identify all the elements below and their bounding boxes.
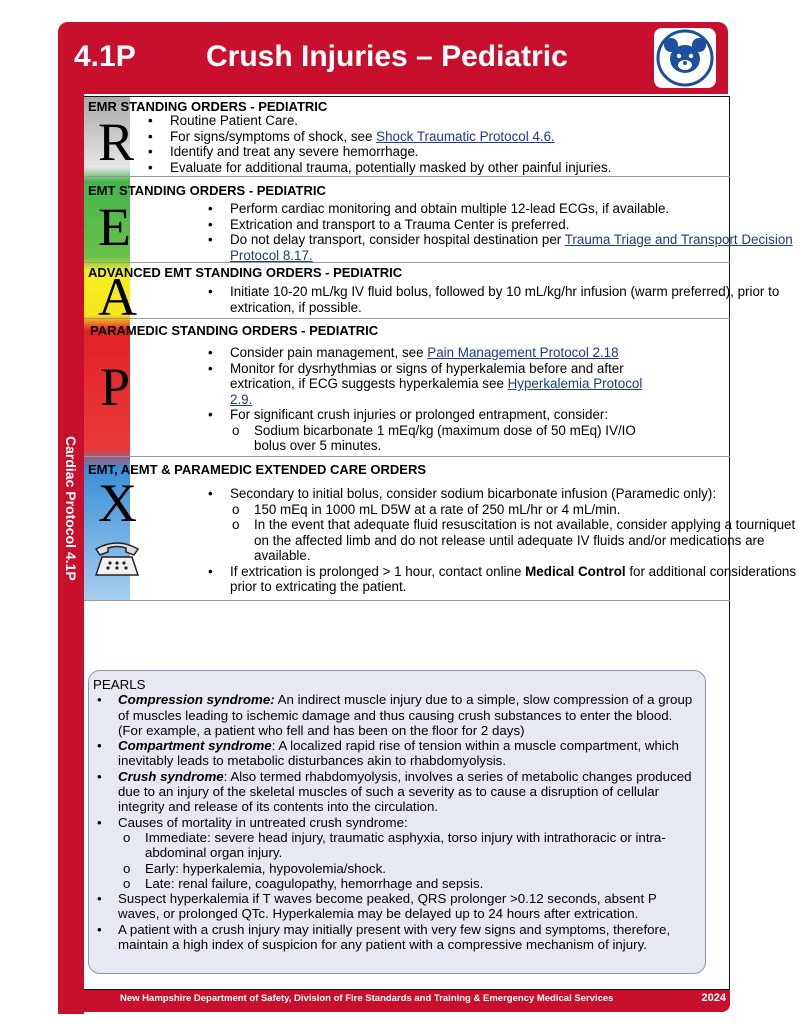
trauma-triage-link[interactable]: Trauma Triage and Transport Decision Protocol 8.17. <box>230 232 793 263</box>
list-item: • Identify and treat any severe hemorrhage. <box>146 144 726 160</box>
section-letter: E <box>98 197 131 257</box>
paramedic-section <box>84 318 730 457</box>
section-heading: ADVANCED EMT STANDING ORDERS - PEDIATRIC <box>88 265 403 280</box>
sub-item: o Early: hyperkalemia, hypovolemia/shock. <box>121 861 699 876</box>
footer-year: 2024 <box>701 992 726 1004</box>
page-title: Crush Injuries – Pediatric <box>206 40 568 73</box>
pain-management-link[interactable]: Pain Management Protocol 2.18 <box>427 345 619 360</box>
section-heading: EMR STANDING ORDERS - PEDIATRIC <box>88 99 328 114</box>
sidebar-label: Cardiac Protocol 4.1P <box>63 436 79 581</box>
sub-item: o Immediate: severe head injury, traumatic asphyxia, torso injury with intrathoracic or intra-abdominal organ injury. <box>121 830 699 861</box>
list-item: • For significant crush injuries or prolonged entrapment, consider: o Sodium bicarbonate 1 mEq/kg (maximum dose of 50 mEq) IV/IO bolus over 5 minutes. <box>206 407 800 454</box>
shock-protocol-link[interactable]: Shock Traumatic Protocol 4.6. <box>376 128 555 144</box>
footer <box>58 990 730 1012</box>
protocol-number: 4.1P <box>74 40 136 73</box>
pearl-item: • Causes of mortality in untreated crush syndrome: <box>93 815 699 830</box>
aemt-section <box>84 262 780 327</box>
emt-section <box>84 176 793 263</box>
list-item: • Perform cardiac monitoring and obtain multiple 12-lead ECGs, if available. <box>206 201 800 217</box>
pearls-box <box>88 670 706 974</box>
sub-item: o In the event that adequate fluid resuscitation is not available, consider applying a tourniquet on the affected limb and do not release until adequate IV fluids and/or medications are available. <box>230 517 800 564</box>
pearl-item: • A patient with a crush injury may initially present with very few signs and symptoms, therefore, maintain a high index of suspicion for any patient with a compressive mechanism of injury. <box>93 922 699 953</box>
sub-item: o 150 mEq in 1000 mL D5W at a rate of 250 mL/hr or 4 mL/min. <box>230 502 800 518</box>
section-heading: PARAMEDIC STANDING ORDERS - PEDIATRIC <box>90 323 379 338</box>
protocol-header <box>58 22 728 94</box>
list-item: • Evaluate for additional trauma, potentially masked by other painful injuries. <box>146 160 726 176</box>
pearls-title: PEARLS <box>93 677 146 692</box>
pearl-item: • Crush syndrome: Also termed rhabdomyolysis, involves a series of metabolic changes produced due to an injury of the skeletal muscles of such a severity as to cause a disruption of cellular integrity and release of its contents into the circulation. <box>93 769 699 815</box>
section-heading: EMT, AEMT & PARAMEDIC EXTENDED CARE ORDERS <box>88 462 427 477</box>
list-item: • If extrication is prolonged > 1 hour, contact online Medical Control for additional considerations prior to extricating the patient. <box>206 564 800 595</box>
list-item: • Monitor for dysrhythmias or signs of hyperkalemia before and after extrication, if ECG suggests hyperkalemia see Hyperkalemia Protocol 2.9. <box>206 361 646 408</box>
sub-item: o Late: renal failure, coagulopathy, hemorrhage and sepsis. <box>121 876 699 891</box>
pediatric-bear-icon <box>652 26 718 90</box>
footer-text: New Hampshire Department of Safety, Division of Fire Standards and Training & Emergency Medical Services <box>120 993 614 1004</box>
section-letter: A <box>98 267 137 327</box>
pearl-item: • Compartment syndrome: A localized rapid rise of tension within a muscle compartment, which inevitably leads to metabolic disturbances akin to rhabdomyolysis. <box>93 738 699 769</box>
extended-care-section <box>84 456 797 601</box>
section-letter: X <box>98 473 137 533</box>
list-item: • For signs/symptoms of shock, see Shock Traumatic Protocol 4.6. <box>146 129 726 145</box>
pearl-item: • Compression syndrome: An indirect muscle injury due to a simple, slow compression of a group of muscles leading to ischemic damage and thus causing crush substances to enter the blood. (For example, a patient who fell and has been on the floor for 2 days) <box>93 692 699 738</box>
emr-section <box>84 97 730 177</box>
section-heading: EMT STANDING ORDERS - PEDIATRIC <box>88 183 326 198</box>
pearl-item: • Suspect hyperkalemia if T waves become peaked, QRS prolonger >0.12 seconds, absent P waves, or prolonged QTc. Hyperkalemia may be delayed up to 24 hours after extrication. <box>93 891 699 922</box>
list-item: • Consider pain management, see Pain Management Protocol 2.18 <box>206 345 800 361</box>
sub-item: o Sodium bicarbonate 1 mEq/kg (maximum dose of 50 mEq) IV/IO bolus over 5 minutes. <box>230 423 650 454</box>
telephone-icon <box>92 535 142 579</box>
section-letter: P <box>100 357 131 417</box>
hyperkalemia-link[interactable]: Hyperkalemia Protocol 2.9. <box>230 376 643 407</box>
section-letter: R <box>98 112 135 172</box>
list-item: • Routine Patient Care. <box>146 113 726 129</box>
list-item: • Do not delay transport, consider hospital destination per Trauma Triage and Transport Decision Protocol 8.17. <box>206 232 800 263</box>
list-item: • Secondary to initial bolus, consider sodium bicarbonate infusion (Paramedic only): o 150 mEq in 1000 mL D5W at a rate of 250 mL/hr or 4 mL/min. o In the event that adequate fluid resuscitation is not available, consider applying a tourniquet on the affected limb and do not release until adequate IV fluids and/or medications are available. <box>206 486 800 564</box>
list-item: • Extrication and transport to a Trauma Center is preferred. <box>206 217 800 233</box>
list-item: • Initiate 10-20 mL/kg IV fluid bolus, followed by 10 mL/kg/hr infusion (warm preferred), prior to extrication, if possible. <box>206 284 800 315</box>
